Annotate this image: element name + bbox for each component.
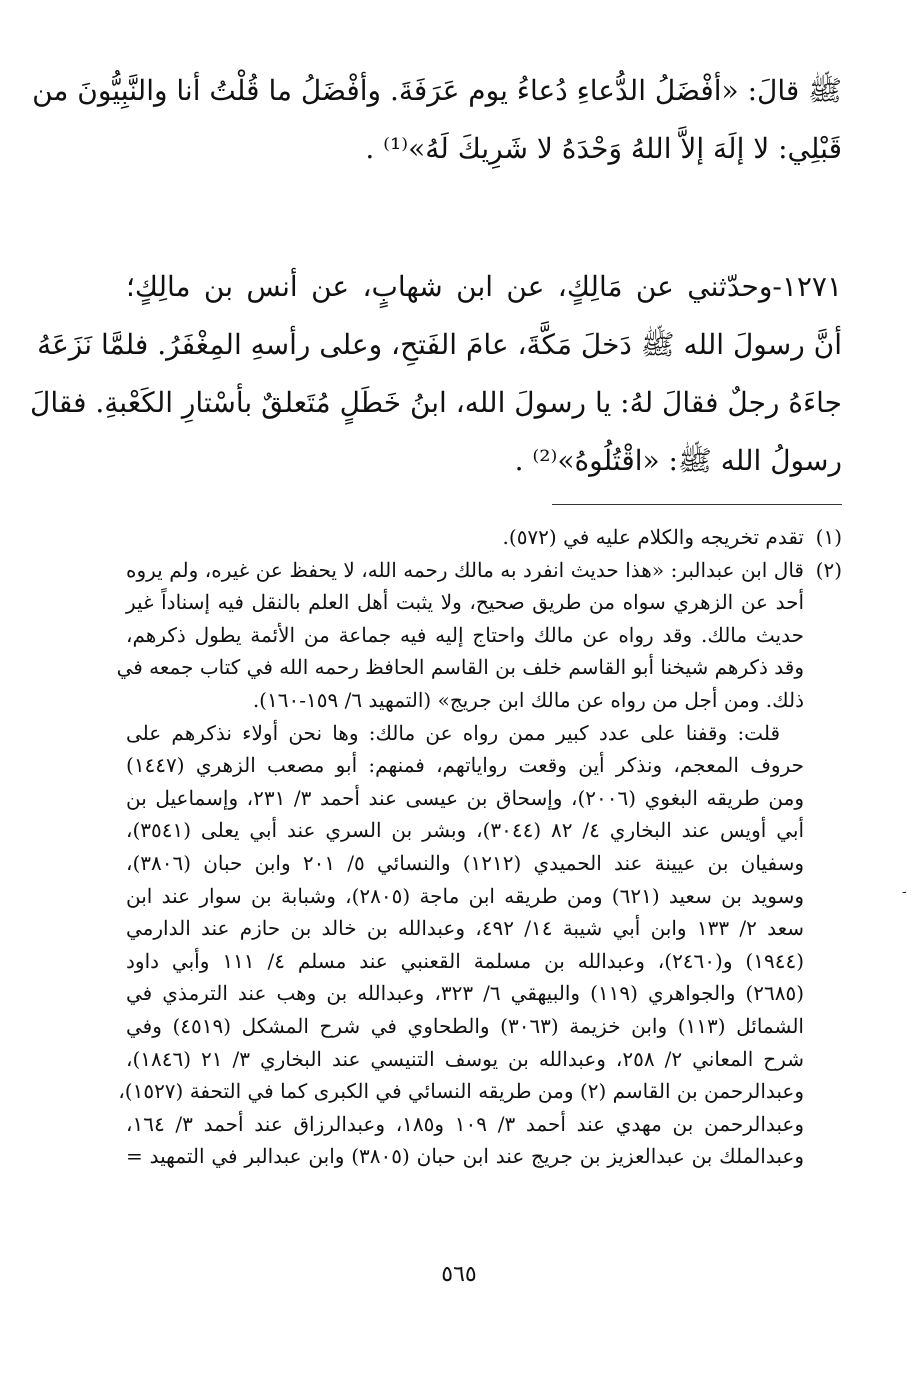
footnote-2 [126, 554, 842, 587]
footnote-line: ذلك. ومن أجل من رواه عن مالك ابن جريج» (التمهيد ٦/ ١٥٩-١٦٠). [252, 687, 804, 712]
footnote-line: (١٩٤٤) و(٢٤٦٠)، وعبدالله بن مسلمة القعنبي عند مسلم ٤/ ١١١ وأبي داود [126, 948, 804, 973]
footnote-1 [126, 521, 842, 554]
footnote-line: وعبدالرحمن بن مهدي عند أحمد ٣/ ١٠٩ و١٨٥، وعبدالرزاق عند أحمد ٣/ ١٦٤، [126, 1111, 805, 1136]
main-text-line: أنَّ رسولَ الله ﷺ دَخلَ مَكَّةَ، عامَ الفَتحِ، وعلى رأسهِ المِغْفَرُ. فلمَّا نَزَعَهُ [37, 328, 842, 361]
footnote-line: ومن طريقه البغوي (٢٠٠٦)، وإسحاق بن عيسى عند أحمد ٣/ ٢٣١، وإسماعيل بن [126, 785, 804, 810]
main-text-line: جاءَهُ رجلٌ فقالَ لهُ: يا رسولَ الله، ابنُ خَطَلٍ مُتَعلقٌ بأسْتارِ الكَعْبةِ. فقالَ [30, 386, 842, 419]
main-text-line: رسولُ الله ﷺ: «اقْتُلُوهُ»⁽²⁾ . [514, 444, 842, 477]
footnote-line: حديث مالك. وقد رواه عن مالك واحتاج إليه فيه جماعة من الأئمة يطول ذكرهم، [126, 622, 804, 647]
footnote-line: وسفيان بن عيينة عند الحميدي (١٢١٢) والنسائي ٥/ ٢٠١ وابن حبان (٣٨٠٦)، [126, 850, 804, 875]
footnote-text: تقدم تخريجه والكلام عليه في (٥٧٢). [502, 525, 804, 549]
margin-mark: - [902, 884, 907, 900]
footnote-number: (١) [815, 525, 842, 549]
footnote-line: وسويد بن سعيد (٦٢١) ومن طريقه ابن ماجة (٢٨٠٥)، وشبابة بن سوار عند ابن [126, 883, 804, 908]
footnote-line: الشمائل (١١٣) وابن خزيمة (٣٠٦٣) والطحاوي في شرح المشكل (٤٥١٩) وفي [126, 1013, 804, 1038]
footnote-line: قلت: وقفنا على عدد كبير ممن رواه عن مالك: وها نحن أولاء نذكرهم على [126, 720, 780, 745]
footnote-line: حروف المعجم، ونذكر أين وقعت رواياتهم، فمنهم: أبو مصعب الزهري (١٤٤٧) [126, 753, 804, 778]
footnote-line: وقد ذكرهم شيخنا أبو القاسم خلف بن القاسم الحافظ رحمه الله في كتاب جمعه في [116, 655, 804, 680]
page-body [30, 62, 842, 1173]
footnote-line: سعد ٢/ ١٣٣ وابن أبي شيبة ١٤/ ٤٩٢، وعبدالله بن خالد بن حازم عند الدارمي [126, 916, 804, 941]
page-number: ٥٦٥ [441, 1262, 477, 1287]
footnote-text: قال ابن عبدالبر: «هذا حديث انفرد به مالك رحمه الله، لا يحفظ عن غيره، ولم يروه [126, 557, 804, 582]
main-text-line: قَبْلِي: لا إلَهَ إلاَّ اللهُ وَحْدَهُ لا شَرِيكَ لَهُ»⁽¹⁾ . [365, 132, 842, 165]
footnote-line: أحد عن الزهري سواه من طريق صحيح، ولا يثبت أهل العلم بالنقل فيه إسناداً غير [126, 590, 804, 615]
main-text-line: ١٢٧١-وحدّثني عن مَالِكٍ، عن ابن شهابٍ، عن أنس بن مالِكٍ؛ [126, 270, 842, 303]
footnote-number: (٢) [815, 557, 842, 582]
footnote-line: شرح المعاني ٢/ ٢٥٨، وعبدالله بن يوسف التنيسي عند البخاري ٣/ ٢١ (١٨٤٦)، [126, 1046, 804, 1071]
footnote-line: وعبدالملك بن عبدالعزيز بن جريج عند ابن حبان (٣٨٠٥) وابن عبدالبر في التمهيد = [126, 1144, 804, 1169]
footnote-line: (٢٦٨٥) والجواهري (١١٩) والبيهقي ٦/ ٣٢٣، وعبدالله بن وهب عند الترمذي في [126, 981, 804, 1006]
main-text-block [32, 62, 842, 178]
footnotes-block [116, 521, 842, 1173]
footnote-divider [552, 504, 842, 505]
hadith-paragraph [30, 258, 842, 490]
paragraph-gap [126, 178, 842, 258]
footnote-line: وعبدالرحمن بن القاسم (٢) ومن طريقه النسائي في الكبرى كما في التحفة (١٥٢٧)، [118, 1079, 804, 1104]
footnote-line: أبي أويس عند البخاري ٤/ ٨٢ (٣٠٤٤)، وبشر بن السري عند أبي يعلى (٣٥٤١)، [126, 818, 804, 843]
main-text-line: ﷺ قالَ: «أفْضَلُ الدُّعاءِ دُعاءُ يوم عَرَفَةَ. وأفْضَلُ ما قُلْتُ أنا والنَّبِيُّونَ من [32, 74, 842, 107]
